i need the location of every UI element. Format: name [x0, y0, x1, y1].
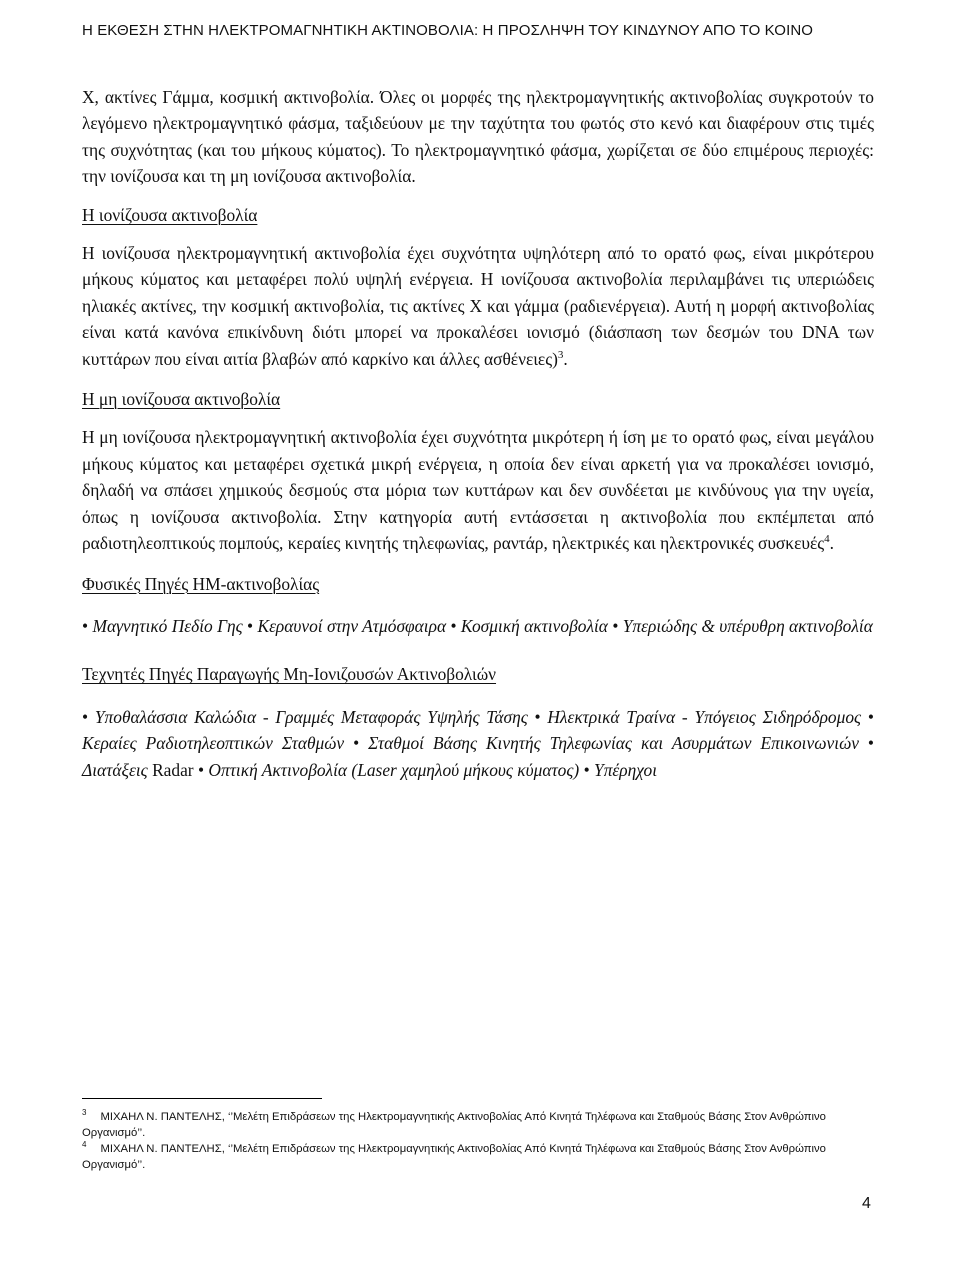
footnote-text: ΜΙΧΑΗΛ Ν. ΠΑΝΤΕΛΗΣ, ‘’Μελέτη Επιδράσεων της Ηλεκτρομαγνητικής Ακτινοβολίας Από Κινητά Τηλέφωνα και Σταθμούς Βάσης Στον Ανθρώπινο Οργανισμό’’.: [82, 1111, 826, 1139]
footnote-number: 3: [82, 1108, 87, 1117]
natural-sources-list: [82, 613, 874, 639]
bullet: •: [82, 615, 89, 636]
artificial-sources-heading: Τεχνητές Πηγές Παραγωγής Μη-Ιονιζουσών Ακτινοβολιών: [82, 664, 497, 685]
bullet: •: [867, 706, 874, 727]
footnote-ref-3[interactable]: 3: [557, 348, 564, 361]
natural-source-item: Μαγνητικό Πεδίο Γης: [92, 615, 243, 636]
bullet: •: [583, 759, 590, 780]
footnote-3: [82, 1109, 872, 1141]
bullet: •: [534, 706, 541, 727]
ionizing-text: Η ιονίζουσα ηλεκτρομαγνητική ακτινοβολία έχει συχνότητα υψηλότερη από το ορατό φως, είναι μικρότερου μήκους κύματος και μεταφέρει πολύ υψηλή ενέργεια. Η ιονίζουσα ακτινοβολία περιλαμβάνει τις υπεριώδεις ηλιακές ακτίνες, την κοσμική ακτινοβολία, τις ακτίνες Χ και γάμμα (ραδιενέργεια). Αυτή η μορφή ακτινοβολίας είναι κατά κανόνα επικίνδυνη διότι μπορεί να προκαλέσει ιονισμό (διάσπαση των δεσμών του DNA των κυττάρων που είναι αιτία βλαβών από καρκίνο και άλλες ασθένειες): [82, 243, 874, 369]
artificial-source-radar: Διατάξεις: [82, 759, 148, 780]
artificial-source-item: Ηλεκτρικά Τραίνα - Υπόγειος Σιδηρόδρομος: [547, 706, 862, 727]
artificial-source-item: Υποθαλάσσια Καλώδια - Γραμμές Μεταφοράς Υψηλής Τάσης: [94, 706, 528, 727]
artificial-source-item: Κεραίες Ραδιοτηλεοπτικών Σταθμών: [82, 733, 345, 754]
footnote-4: [82, 1141, 872, 1173]
artificial-source-item: Σταθμοί Βάσης Κινητής Τηλεφωνίας και Ασυρμάτων Επικοινωνιών: [368, 733, 859, 754]
artificial-source-radar-b: Radar: [152, 759, 194, 780]
ionizing-heading: Η ιονίζουσα ακτινοβολία: [82, 204, 258, 225]
intro-paragraph: Χ, ακτίνες Γάμμα, κοσμική ακτινοβολία. Όλες οι μορφές της ηλεκτρομαγνητικής ακτινοβολίας συγκροτούν το λεγόμενο ηλεκτρομαγνητικό φάσμα, ταξιδεύουν με την ταχύτητα του φωτός στο κενό και διαφέρουν στις τιμές της συχνότητας (και του μήκους κύματος). Το ηλεκτρομαγνητικό φάσμα, χωρίζεται σε δύο επιμέρους περιοχές: την ιονίζουσα και τη μη ιονίζουσα ακτινοβολία.: [82, 87, 874, 187]
bullet: •: [247, 615, 254, 636]
natural-source-item: Υπεριώδης & υπέρυθρη ακτινοβολία: [622, 615, 873, 636]
natural-sources-heading: Φυσικές Πηγές ΗΜ-ακτινοβολίας: [82, 573, 320, 594]
artificial-source-ultrasound: Υπέρηχοι: [594, 759, 658, 780]
bullet: •: [612, 615, 619, 636]
ionizing-paragraph: [82, 240, 874, 372]
page-header: Η ΕΚΘΕΣΗ ΣΤΗΝ ΗΛΕΚΤΡΟΜΑΓΝΗΤΙΚΗ ΑΚΤΙΝΟΒΟΛΙΑ: Η ΠΡΟΣΛΗΨΗ ΤΟΥ ΚΙΝΔΥΝΟΥ ΑΠΟ ΤΟ ΚΟΙΝΟ: [82, 22, 814, 39]
bullet: •: [450, 615, 457, 636]
bullet: •: [867, 733, 874, 754]
footnotes: [82, 1109, 872, 1173]
artificial-source-optical: Οπτική Ακτινοβολία (: [208, 759, 358, 780]
bullet: •: [197, 759, 205, 780]
ionizing-end: .: [563, 348, 568, 369]
page-body: [82, 84, 874, 783]
footnote-number: 4: [82, 1140, 87, 1149]
artificial-sources-list: [82, 704, 874, 783]
bullet: •: [82, 706, 89, 727]
bullet: •: [353, 733, 360, 754]
natural-source-item: Κεραυνοί στην Ατμόσφαιρα: [257, 615, 447, 636]
natural-source-item: Κοσμική ακτινοβολία: [460, 615, 608, 636]
footnote-separator: [82, 1098, 322, 1099]
footnote-ref-4[interactable]: 4: [824, 533, 830, 546]
non-ionizing-end: .: [829, 533, 835, 554]
non-ionizing-heading: Η μη ιονίζουσα ακτινοβολία: [82, 389, 281, 410]
non-ionizing-paragraph: [82, 424, 874, 556]
footnote-text: ΜΙΧΑΗΛ Ν. ΠΑΝΤΕΛΗΣ, ‘’Μελέτη Επιδράσεων της Ηλεκτρομαγνητικής Ακτινοβολίας Από Κινητά Τηλέφωνα και Σταθμούς Βάσης Στον Ανθρώπινο Οργανισμό’’.: [82, 1143, 826, 1171]
page-number: 4: [862, 1195, 871, 1212]
artificial-source-optical-b: Laser χαμηλού μήκους κύματος): [357, 759, 580, 780]
non-ionizing-text: Η μη ιονίζουσα ηλεκτρομαγνητική ακτινοβολία έχει συχνότητα μικρότερη ή ίση με το ορατό φως, είναι μεγάλου μήκους κύματος και μεταφέρει σχετικά μικρή ενέργεια, η οποία δεν είναι αρκετή για να προκαλέσει ιονισμό, δηλαδή να σπάσει χημικούς δεσμούς στα μόρια των κυττάρων και δεν συνδέεται με κινδύνους για την υγεία, όπως η ιονίζουσα ακτινοβολία. Στην κατηγορία αυτή εντάσσεται η ακτινοβολία που εκπέμπεται από ραδιοτηλεοπτικούς πομπούς, κεραίες κινητής τηλεφωνίας, ραντάρ, ηλεκτρικές και ηλεκτρονικές συσκευές: [82, 427, 874, 554]
